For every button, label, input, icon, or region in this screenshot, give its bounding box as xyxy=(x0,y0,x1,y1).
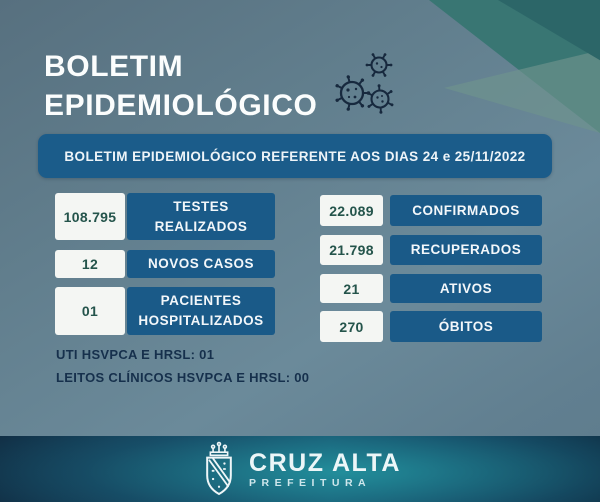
stat-label-confirmados-text: CONFIRMADOS xyxy=(412,202,520,218)
footer-org-subtitle: PREFEITURA xyxy=(249,476,372,489)
stat-row-hospitalizados xyxy=(55,287,275,335)
page-title-line2: EPIDEMIOLÓGICO xyxy=(44,89,318,123)
stat-label-hospitalizados xyxy=(127,287,275,335)
stat-row-recuperados xyxy=(320,235,542,265)
bulletin-date-banner-text: BOLETIM EPIDEMIOLÓGICO REFERENTE AOS DIAS 24 e 25/11/2022 xyxy=(64,148,526,164)
stat-label-obitos-text: ÓBITOS xyxy=(438,318,494,334)
footer-org-name: CRUZ ALTA xyxy=(249,448,401,477)
footer-logo-text xyxy=(249,450,401,489)
stat-label-novos-casos xyxy=(127,250,275,278)
stat-label-novos-casos-text: NOVOS CASOS xyxy=(147,256,255,271)
hospital-notes xyxy=(56,343,309,389)
stat-value-confirmados: 22.089 xyxy=(320,195,383,226)
stat-label-recuperados xyxy=(390,235,542,265)
stat-row-confirmados xyxy=(320,195,542,226)
stat-value-ativos: 21 xyxy=(320,274,383,303)
stat-label-hospitalizados-text: PACIENTES HOSPITALIZADOS xyxy=(138,293,264,328)
stat-label-ativos-text: ATIVOS xyxy=(439,280,493,296)
page-title xyxy=(44,47,317,125)
stat-value-novos-casos: 12 xyxy=(55,250,125,278)
stat-row-obitos xyxy=(320,311,542,342)
stat-label-confirmados xyxy=(390,195,542,226)
page-title-line1: BOLETIM xyxy=(44,50,184,84)
stat-label-ativos xyxy=(390,274,542,303)
stat-row-novos-casos xyxy=(55,250,275,278)
footer-band xyxy=(0,436,600,502)
note-leitos-clinicos: LEITOS CLÍNICOS HSVPCA E HRSL: 00 xyxy=(56,370,310,385)
stat-value-obitos: 270 xyxy=(320,311,383,342)
stat-row-testes xyxy=(55,193,275,240)
stat-label-testes-text: TESTES REALIZADOS xyxy=(154,198,248,234)
virus-icons xyxy=(331,49,397,119)
stat-row-ativos xyxy=(320,274,542,303)
cruz-alta-coat-of-arms-icon xyxy=(199,440,239,498)
stat-label-testes xyxy=(127,193,275,240)
note-uti: UTI HSVPCA E HRSL: 01 xyxy=(56,347,215,362)
stat-value-testes: 108.795 xyxy=(55,193,125,240)
stat-value-recuperados: 21.798 xyxy=(320,235,383,265)
bulletin-date-banner xyxy=(38,134,552,178)
stat-value-hospitalizados: 01 xyxy=(55,287,125,335)
stat-label-obitos xyxy=(390,311,542,342)
stat-label-recuperados-text: RECUPERADOS xyxy=(410,242,522,257)
